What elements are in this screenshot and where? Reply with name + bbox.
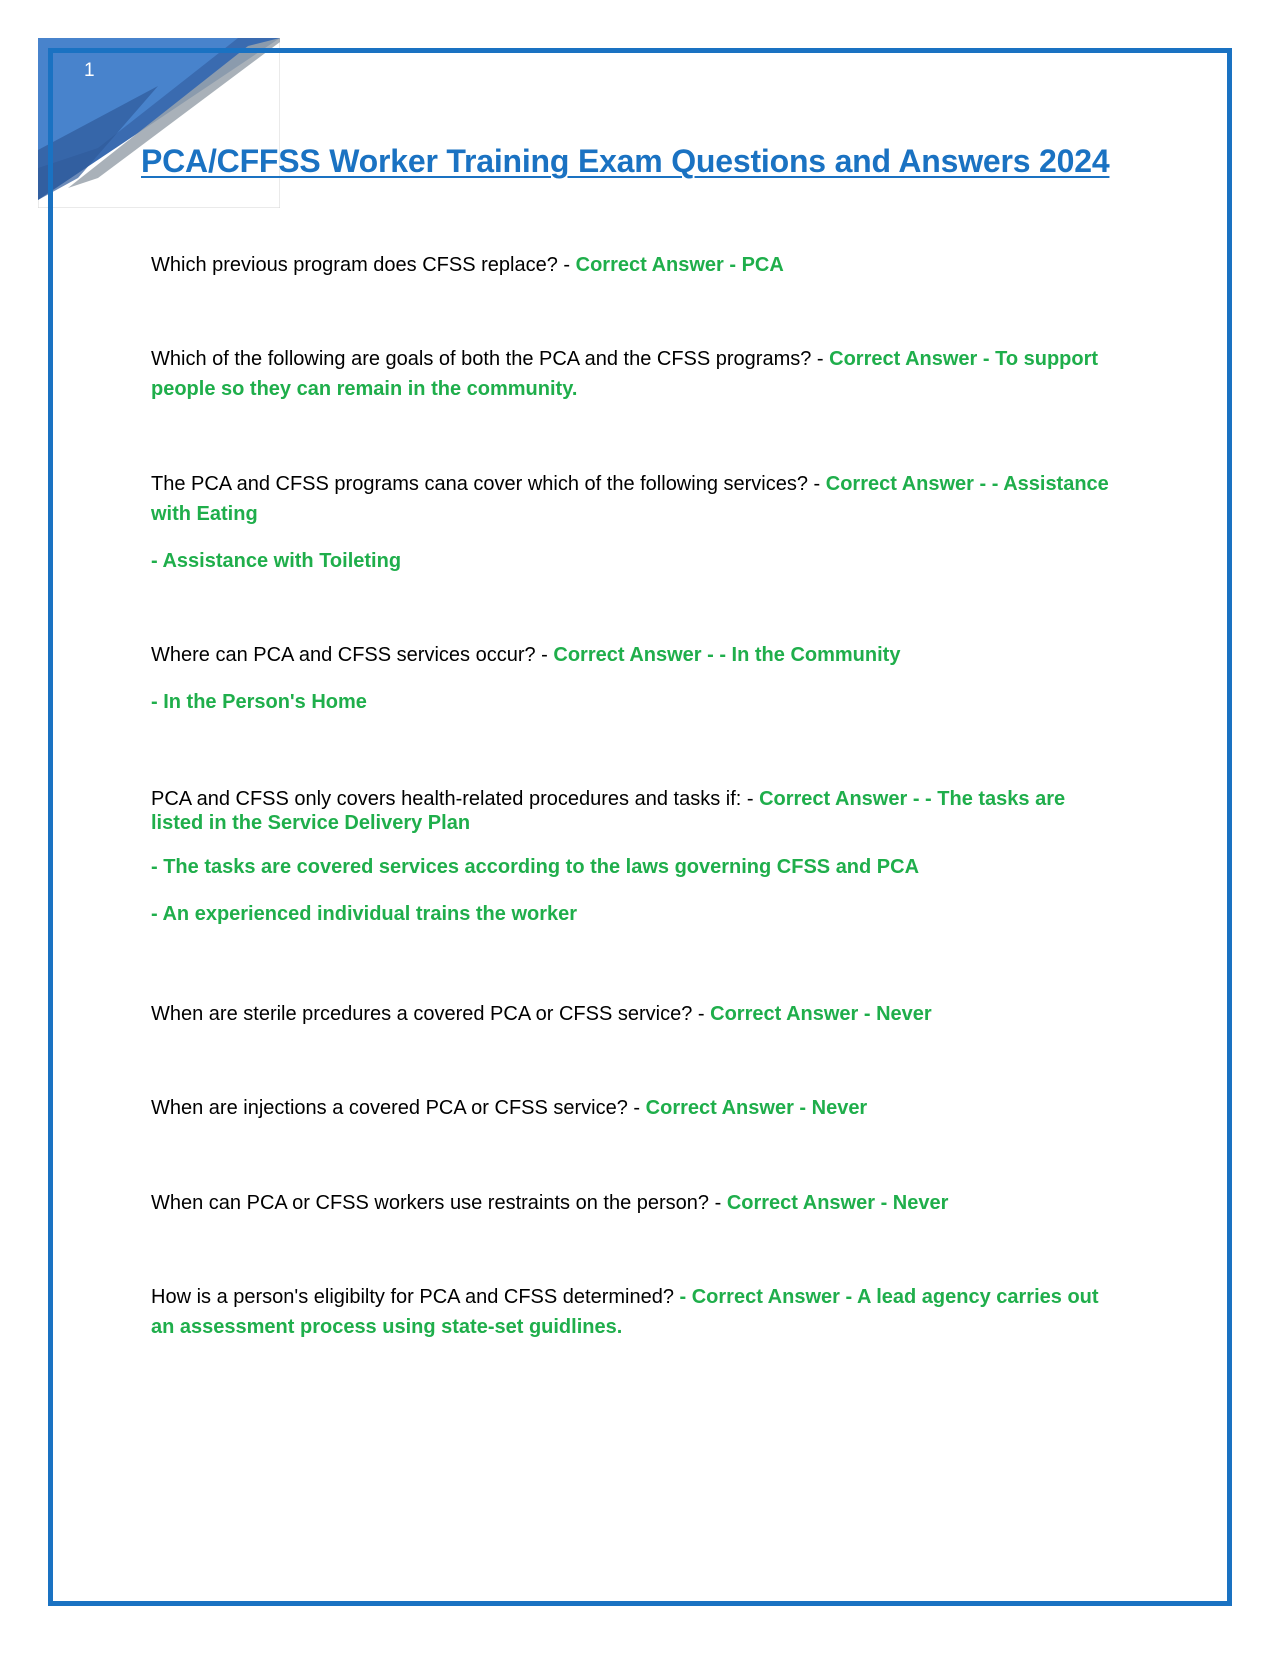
answer-text: Correct Answer - - In the Community <box>553 644 901 666</box>
answer-extra-line: - An experienced individual trains the worker <box>151 903 578 925</box>
qa-line <box>151 1093 1121 1123</box>
qa-item-4 <box>151 640 1121 717</box>
answer-extra-line: - Assistance with Toileting <box>151 550 402 572</box>
answer-text: Correct Answer - PCA <box>575 254 784 276</box>
answer-extra-line: - The tasks are covered services according to the laws governing CFSS and PCA <box>151 856 920 878</box>
qa-item-3 <box>151 469 1121 576</box>
question-text: Where can PCA and CFSS services occur? - <box>151 644 554 666</box>
qa-item-7 <box>151 1093 1121 1123</box>
answer-text: Correct Answer - To support people so they can remain in the community. <box>151 348 1099 400</box>
question-text: PCA and CFSS only covers health-related procedures and tasks if: - <box>151 788 760 810</box>
question-text: When are sterile prcedures a covered PCA or CFSS service? - <box>151 1003 711 1025</box>
qa-item-8 <box>151 1188 1121 1218</box>
qa-line <box>151 1282 1121 1342</box>
answer-text: - Correct Answer - A lead agency carries out an assessment process using state-set guidlines. <box>151 1286 1099 1338</box>
answer-extra-line: - In the Person's Home <box>151 691 367 713</box>
answer-text: Correct Answer - Never <box>726 1192 949 1214</box>
qa-line <box>151 469 1121 529</box>
qa-line <box>151 344 1121 404</box>
qa-line <box>151 250 1121 280</box>
qa-item-2 <box>151 344 1121 404</box>
question-text: How is a person's eligibilty for PCA and CFSS determined? <box>151 1286 680 1308</box>
answer-text: Correct Answer - - The tasks are listed in the Service Delivery Plan <box>151 788 1066 834</box>
question-text: When are injections a covered PCA or CFSS service? - <box>151 1097 646 1119</box>
qa-item-6 <box>151 999 1121 1029</box>
qa-item-9 <box>151 1282 1121 1342</box>
question-text: Which of the following are goals of both the PCA and the CFSS programs? - <box>151 348 830 370</box>
qa-line <box>151 640 1121 670</box>
question-text: Which previous program does CFSS replace? - <box>151 254 576 276</box>
question-text: The PCA and CFSS programs cana cover which of the following services? - <box>151 473 826 495</box>
qa-item-5 <box>151 787 1121 929</box>
question-text: When can PCA or CFSS workers use restraints on the person? - <box>151 1192 727 1214</box>
page-number: 1 <box>84 60 95 81</box>
answer-text: Correct Answer - Never <box>710 1003 932 1025</box>
qa-line <box>151 999 1121 1029</box>
qa-line <box>151 787 1121 835</box>
answer-text: Correct Answer - - Assistance with Eating <box>151 473 1109 525</box>
qa-line <box>151 1188 1121 1218</box>
qa-item-1 <box>151 250 1121 280</box>
page-title: PCA/CFFSS Worker Training Exam Questions and Answers 2024 <box>141 143 1110 179</box>
answer-text: Correct Answer - Never <box>645 1097 868 1119</box>
